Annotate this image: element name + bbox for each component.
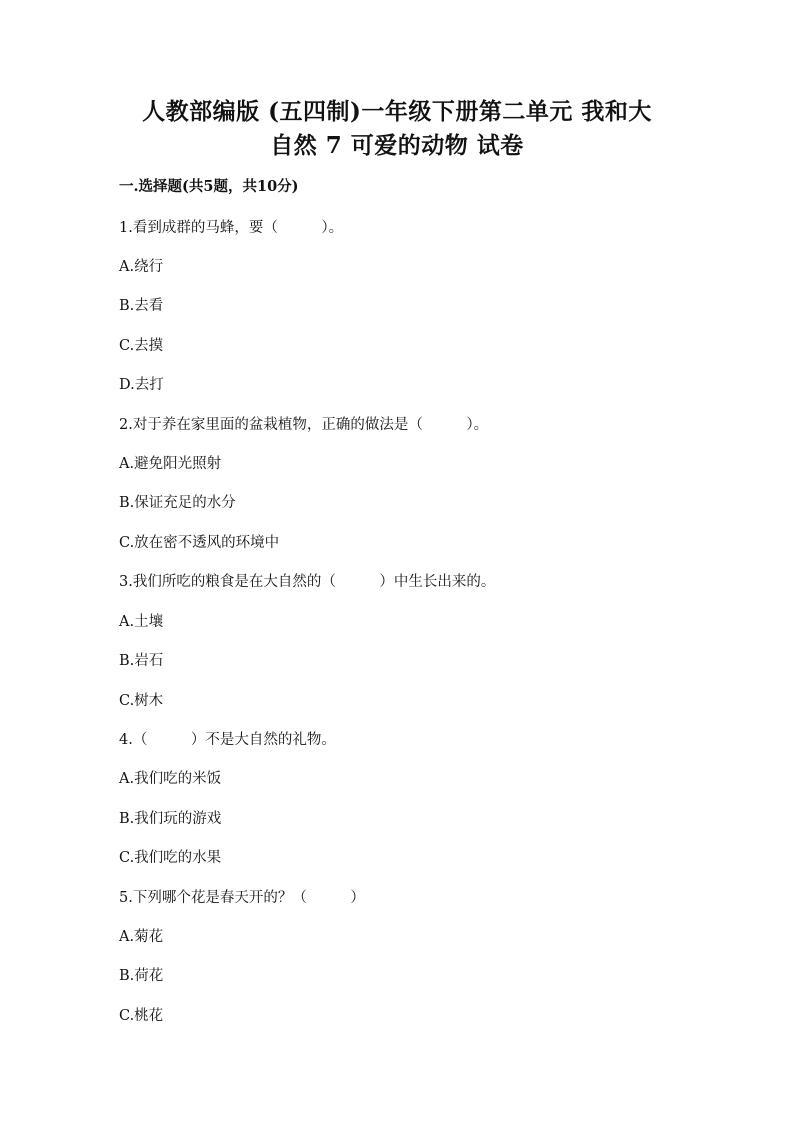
question-stem-5: 5.下列哪个花是春天开的？（ ） (119, 890, 365, 906)
section-header: 一.选择题(共5题，共10分) (119, 178, 299, 195)
option-4-a: A.我们吃的米饭 (119, 771, 222, 787)
option-5-c: C.桃花 (119, 1008, 164, 1024)
option-1-d: D.去打 (119, 377, 164, 393)
option-3-b: B.岩石 (119, 653, 164, 669)
option-4-b: B.我们玩的游戏 (119, 811, 222, 827)
question-stem-4: 4.（ ）不是大自然的礼物。 (119, 732, 336, 748)
option-2-a: A.避免阳光照射 (119, 456, 222, 472)
title-line-2: 自然 7 可爱的动物 试卷 (270, 132, 524, 159)
question-stem-3: 3.我们所吃的粮食是在大自然的（ ）中生长出来的。 (119, 574, 496, 590)
option-2-c: C.放在密不透风的环境中 (119, 535, 280, 551)
option-2-b: B.保证充足的水分 (119, 495, 236, 511)
option-3-a: A.土壤 (119, 614, 164, 630)
option-3-c: C.树木 (119, 693, 164, 709)
question-stem-1: 1.看到成群的马蜂，要（ ）。 (119, 220, 344, 236)
option-1-a: A.绕行 (119, 259, 164, 275)
title-line-1: 人教部编版 (五四制)一年级下册第二单元 我和大 (142, 98, 652, 125)
option-4-c: C.我们吃的水果 (119, 850, 222, 866)
option-5-a: A.菊花 (119, 929, 164, 945)
page-title (100, 95, 694, 163)
option-1-b: B.去看 (119, 298, 164, 314)
question-stem-2: 2.对于养在家里面的盆栽植物，正确的做法是（ ）。 (119, 417, 489, 433)
option-1-c: C.去摸 (119, 338, 164, 354)
option-5-b: B.荷花 (119, 968, 164, 984)
